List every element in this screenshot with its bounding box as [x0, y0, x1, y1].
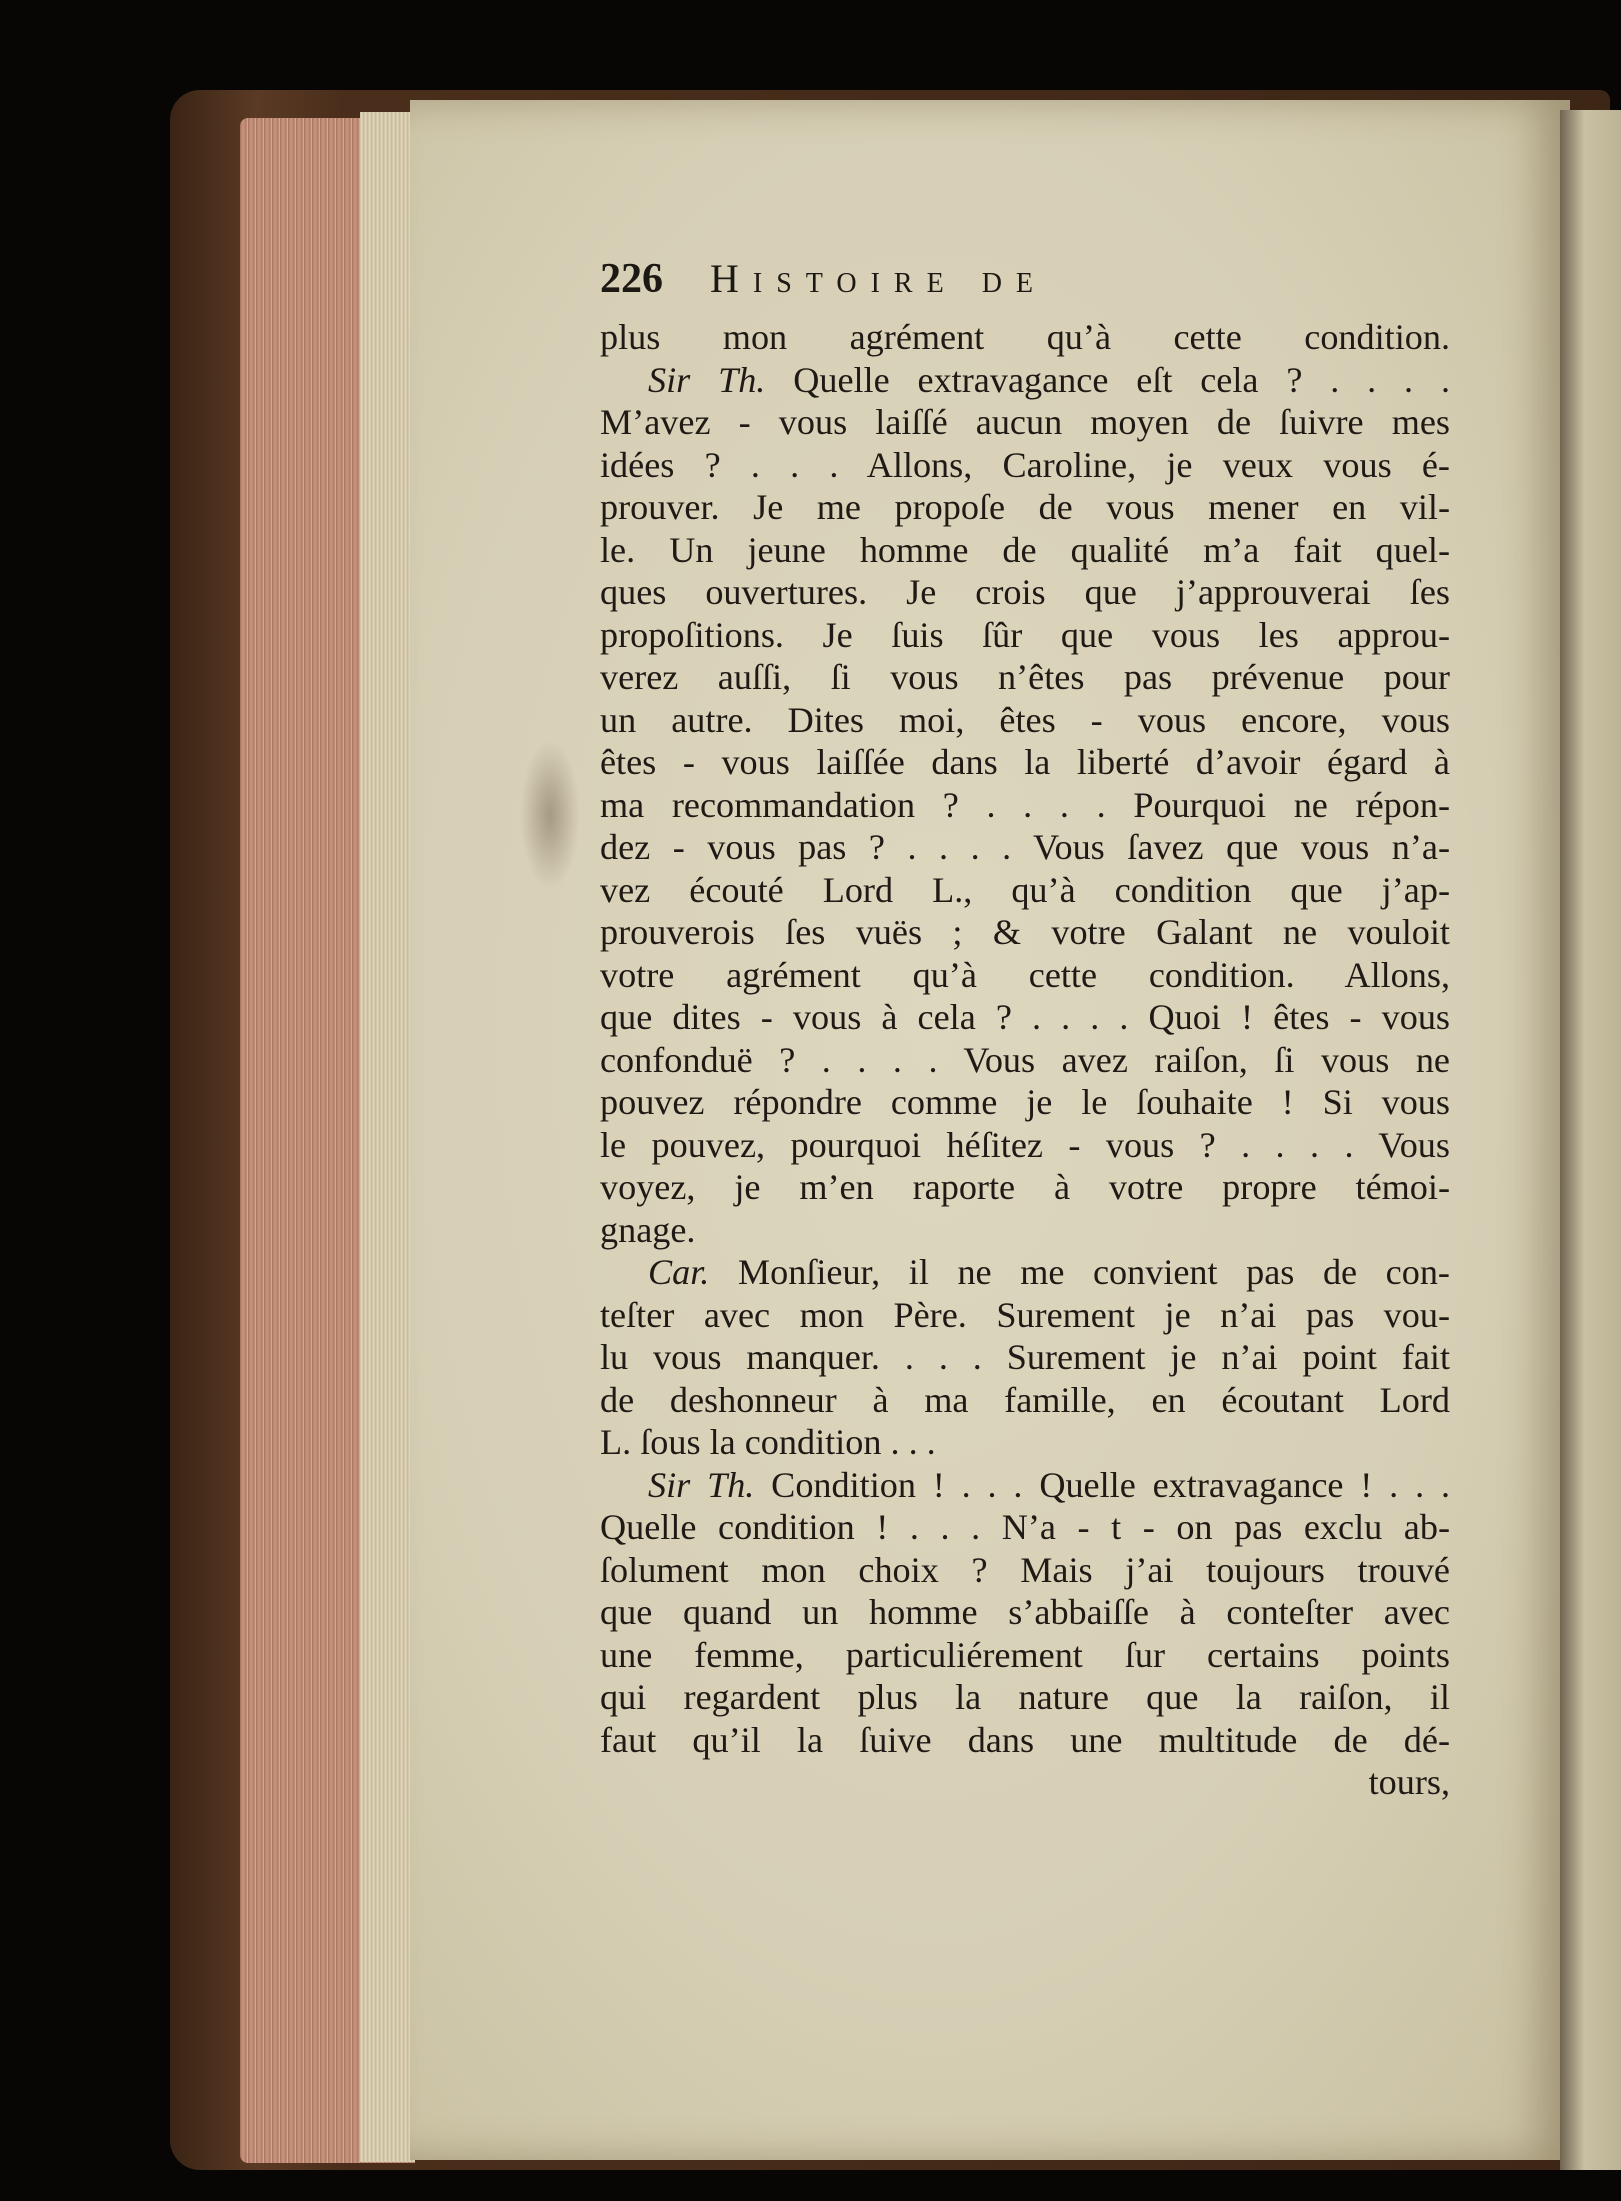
- text-line: lu vous manquer. . . . Surement je n’ai point fait: [600, 1337, 1450, 1377]
- text-line: dez - vous pas ? . . . . Vous ſavez que vous n’a-: [600, 827, 1450, 867]
- text-line: plus mon agrément qu’à cette condition.: [600, 317, 1450, 357]
- text-line: Sir Th. Quelle extravagance eſt cela ? . . . .: [648, 359, 1451, 400]
- running-title: Histoire de: [710, 256, 1048, 301]
- text-line: L. ſous la condition . . .: [600, 1422, 936, 1462]
- text-line: voyez, je m’en raporte à votre propre témoi-: [600, 1167, 1450, 1207]
- text-line: un autre. Dites moi, êtes - vous encore, vous: [600, 699, 1450, 740]
- page-header: [600, 255, 1400, 315]
- page-number: 226: [600, 256, 663, 302]
- text-line: prouver. Je me propoſe de vous mener en vil-: [600, 487, 1450, 527]
- text-line: faut qu’il la ſuive dans une multitude de dé-: [600, 1719, 1450, 1760]
- text-line: pouvez répondre comme je le ſouhaite ! Si vous: [600, 1082, 1450, 1122]
- text-line: Car. Monſieur, il ne me convient pas de con-: [648, 1252, 1450, 1292]
- text-line: confonduë ? . . . . Vous avez raiſon, ſi vous ne: [600, 1039, 1450, 1080]
- text-line: vez écouté Lord L., qu’à condition que j’ap-: [600, 869, 1450, 910]
- text-line: de deshonneur à ma famille, en écoutant Lord: [600, 1379, 1450, 1420]
- text-line: prouverois ſes vuës ; & votre Galant ne vouloit: [600, 912, 1450, 952]
- text-line: M’avez - vous laiſſé aucun moyen de ſuivre mes: [600, 402, 1450, 442]
- text-line: ques ouvertures. Je crois que j’approuverai ſes: [600, 572, 1450, 612]
- speaker-name: Sir Th.: [648, 359, 766, 400]
- text-line: ma recommandation ? . . . . Pourquoi ne répon-: [600, 784, 1450, 825]
- text-line: gnage.: [600, 1209, 696, 1250]
- text-line: ſolument mon choix ? Mais j’ai toujours trouvé: [600, 1549, 1450, 1590]
- speaker-name: Car.: [648, 1252, 710, 1292]
- text-line: votre agrément qu’à cette condition. Allons,: [600, 954, 1450, 995]
- text-line: que quand un homme s’abbaiſſe à conteſter avec: [600, 1592, 1450, 1632]
- text-line: Sir Th. Condition ! . . . Quelle extravagance ! . . .: [648, 1464, 1450, 1505]
- text-line: le pouvez, pourquoi héſitez - vous ? . . . . Vous: [600, 1124, 1450, 1165]
- text-line: idées ? . . . Allons, Caroline, je veux vous é-: [600, 444, 1450, 485]
- speaker-name: Sir Th.: [648, 1464, 755, 1505]
- body-text: [600, 316, 1450, 1804]
- facing-page-edge: [1560, 110, 1621, 2170]
- text-line: verez auſſi, ſi vous n’êtes pas prévenue pour: [600, 657, 1450, 697]
- text-line: une femme, particuliérement ſur certains points: [600, 1634, 1450, 1675]
- text-line: le. Un jeune homme de qualité m’a fait quel-: [600, 529, 1450, 570]
- page-edges-inner: [360, 112, 415, 2162]
- text-line: qui regardent plus la nature que la raiſon, il: [600, 1677, 1450, 1717]
- text-line: propoſitions. Je ſuis ſûr que vous les approu-: [600, 614, 1450, 655]
- page-stain: [520, 740, 580, 890]
- text-line: Quelle condition ! . . . N’a - t - on pas exclu ab-: [600, 1507, 1450, 1547]
- text-line: que dites - vous à cela ? . . . . Quoi ! êtes - vous: [600, 997, 1450, 1037]
- catchword: tours,: [1368, 1762, 1450, 1802]
- text-line: êtes - vous laiſſée dans la liberté d’avoir égard à: [600, 742, 1450, 782]
- text-line: teſter avec mon Père. Surement je n’ai pas vou-: [600, 1294, 1450, 1335]
